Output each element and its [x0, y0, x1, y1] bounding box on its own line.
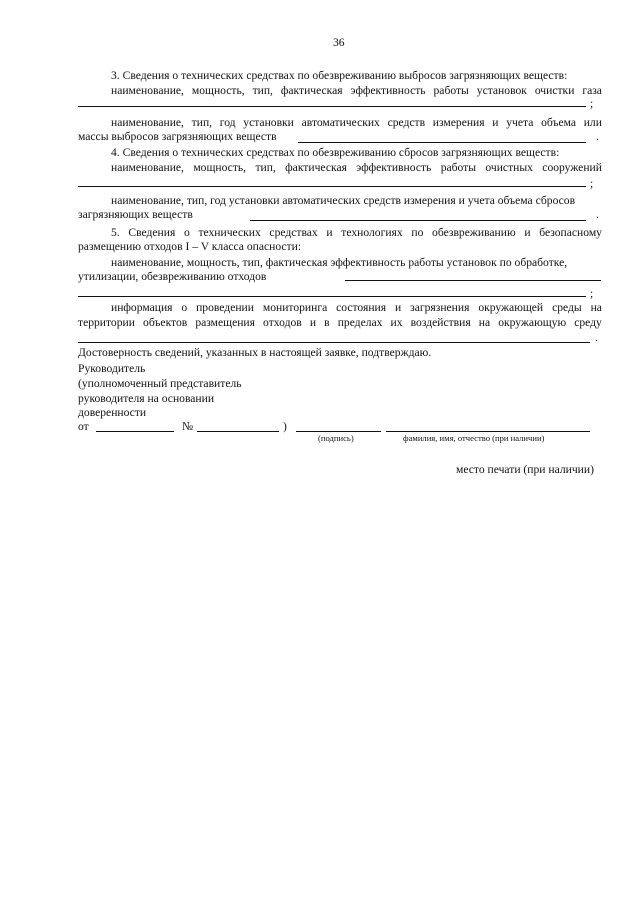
word: воздействия [410, 316, 471, 329]
word: наименование, [111, 84, 184, 97]
word: тип, [252, 84, 273, 97]
word: на [590, 301, 602, 314]
seal-place-label: место печати (при наличии) [456, 463, 594, 476]
section-5-heading-2: размещению отходов I – V класса опасности: [78, 240, 302, 253]
word: и [395, 301, 402, 314]
section-5-heading [111, 226, 602, 240]
word: фактическая [285, 161, 347, 174]
word: и [492, 116, 499, 129]
word: средствах [269, 226, 318, 239]
section-5-waste-installations-end: ; [590, 287, 594, 300]
word: установки [243, 116, 294, 129]
section-3-heading: 3. Сведения о технических средствах по обезвреживанию выбросов загрязняющих веществ: [111, 69, 568, 82]
word: объектов [143, 316, 188, 329]
section-3-gas-cleaning-label [111, 84, 602, 98]
section-5-monitoring-label [111, 301, 602, 315]
section-4-heading: 4. Сведения о технических средствах по обезвреживанию сбросов загрязняющих веществ: [111, 146, 560, 159]
word: автоматических [301, 116, 380, 129]
representative-close-paren: ) [283, 420, 287, 433]
word: технологиях [341, 226, 403, 239]
word: Сведения [128, 226, 176, 239]
word: технических [198, 226, 261, 239]
word: объема [541, 116, 577, 129]
signature-caption: (подпись) [318, 433, 354, 443]
word: и [309, 316, 317, 329]
full-name-fill-line [386, 431, 590, 432]
word: работы [433, 84, 469, 97]
section-4-treatment-fill-line [78, 186, 586, 187]
section-4-discharge-meters-end: . [596, 208, 599, 221]
word: очистных [485, 161, 533, 174]
section-3-gas-cleaning-fill-line [78, 106, 586, 107]
section-5-monitoring-label-2 [78, 316, 602, 330]
word: мощность, [191, 84, 245, 97]
word: тип, [191, 116, 213, 129]
word: обезвреживанию [432, 226, 516, 239]
word: пределах [337, 316, 383, 329]
word: и [524, 226, 531, 239]
word: в [324, 316, 330, 329]
section-3-gas-cleaning-end: ; [590, 97, 594, 110]
section-4-treatment-label [111, 161, 602, 175]
section-4-discharge-meters-label-2: загрязняющих веществ [78, 208, 193, 221]
section-4-treatment-end: ; [590, 177, 594, 190]
representative-label-1: (уполномоченный представитель [78, 377, 242, 390]
representative-label-2: руководителя на основании [78, 392, 215, 405]
word: проведении [196, 301, 254, 314]
word: наименование, [111, 116, 184, 129]
word: или [583, 116, 602, 129]
word: окружающей [478, 301, 544, 314]
word: работы [440, 161, 477, 174]
word: газа [582, 84, 602, 97]
word: 5. [111, 226, 120, 239]
word: информация [111, 301, 173, 314]
word: эффективность [356, 161, 432, 174]
word: установок [476, 84, 527, 97]
word: на [478, 316, 491, 329]
word: средств [387, 116, 426, 129]
word: эффективность [350, 84, 426, 97]
word: среды [552, 301, 582, 314]
word: мощность, [193, 161, 247, 174]
date-fill-line [96, 431, 174, 432]
word: их [390, 316, 403, 329]
word: год [219, 116, 236, 129]
word: по [411, 226, 424, 239]
word: окружающую [498, 316, 567, 329]
representative-label-3: доверенности [78, 406, 147, 419]
signature-fill-line [296, 431, 381, 432]
section-3-emission-meters-label-2: массы выбросов загрязняющих веществ [78, 130, 277, 143]
power-of-attorney-number-fill-line [197, 431, 279, 432]
section-3-emission-meters-fill-line [298, 142, 586, 143]
word: о [183, 226, 190, 239]
section-5-waste-installations-label-2: утилизации, обезвреживанию отходов [78, 270, 267, 283]
word: тип, [255, 161, 276, 174]
section-5-waste-installations-label: наименование, мощность, тип, фактическая эффективность работы установок по обработке, [111, 256, 568, 269]
word: размещения [195, 316, 255, 329]
word: измерения [432, 116, 485, 129]
full-name-caption: фамилия, имя, отчество (при наличии) [403, 433, 545, 443]
section-5-waste-installations-fill-line-2 [78, 296, 586, 297]
section-5-monitoring-fill-line [78, 342, 590, 343]
section-5-waste-installations-fill-line-1 [345, 280, 601, 281]
word: среду [574, 316, 602, 329]
word: учета [506, 116, 534, 129]
word: очистки [534, 84, 575, 97]
word: и [326, 226, 333, 239]
section-3-emission-meters-label [111, 116, 602, 130]
section-4-discharge-meters-fill-line [250, 220, 586, 221]
word: фактическая [280, 84, 343, 97]
word: территории [78, 316, 135, 329]
word: мониторинга [262, 301, 328, 314]
word: состояния [336, 301, 387, 314]
head-label: Руководитель [78, 362, 146, 375]
word: сооружений [542, 161, 602, 174]
section-3-emission-meters-end: . [596, 130, 599, 143]
word: безопасному [539, 226, 602, 239]
section-4-discharge-meters-label: наименование, тип, год установки автоматических средств измерения и учета объема сбросов [111, 194, 576, 207]
confirmation-text: Достоверность сведений, указанных в настоящей заявке, подтверждаю. [78, 346, 432, 359]
page-number: 36 [333, 36, 345, 49]
word: наименование, [111, 161, 184, 174]
word: загрязнения [410, 301, 470, 314]
section-5-monitoring-end: . [595, 331, 598, 344]
from-label: от [78, 420, 89, 433]
word: о [181, 301, 188, 314]
word: отходов [263, 316, 302, 329]
number-sign: № [182, 420, 194, 433]
